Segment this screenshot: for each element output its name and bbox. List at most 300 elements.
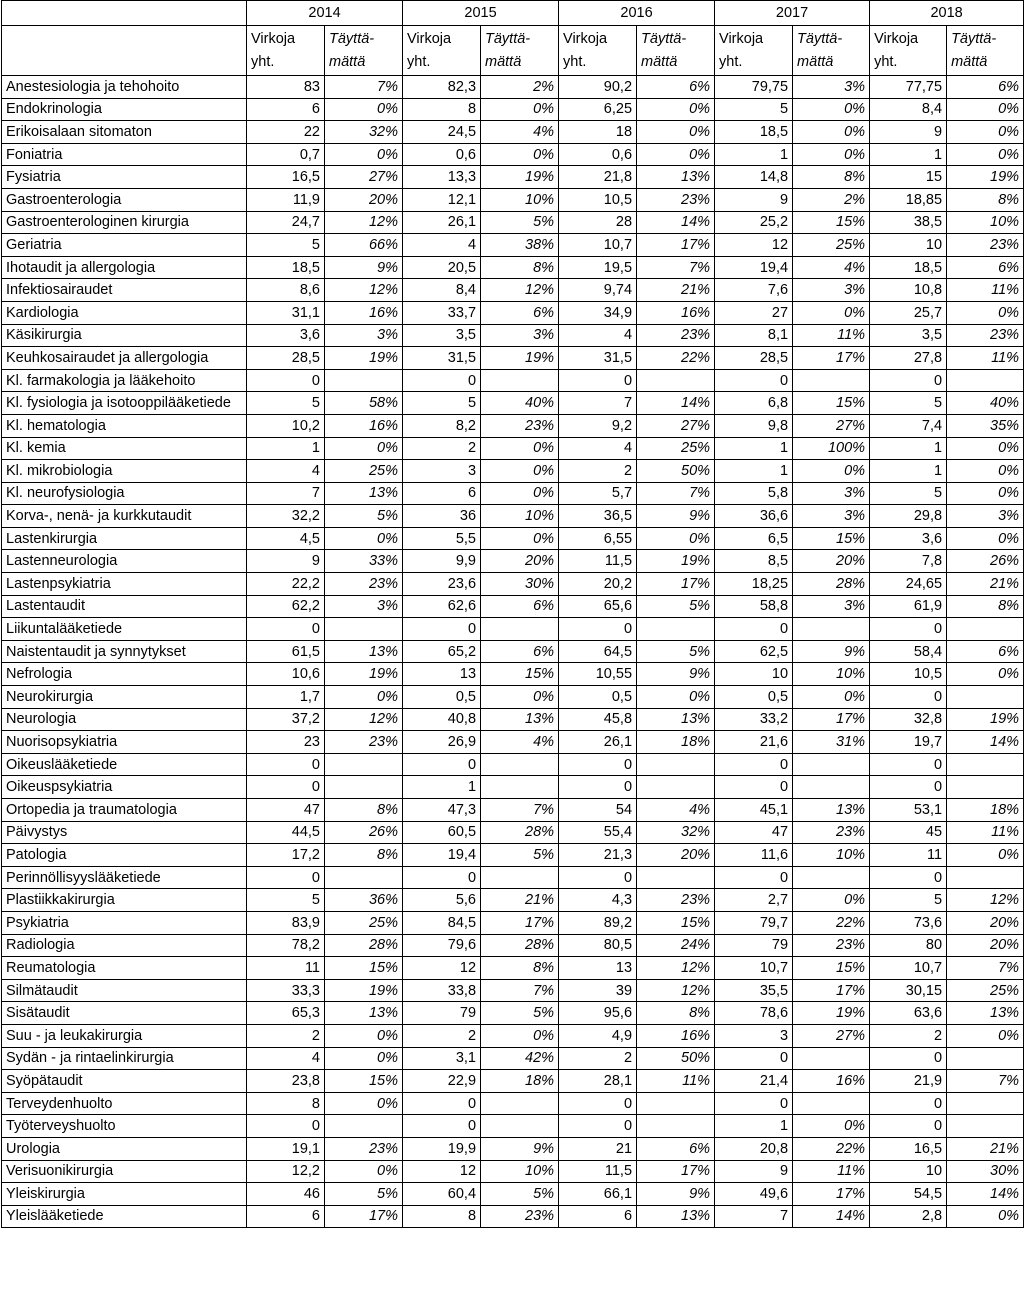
positions-cell: 5,5 [403,527,481,550]
positions-cell: 22,2 [247,573,325,596]
specialty-name: Anestesiologia ja tehohoito [2,76,247,99]
positions-cell: 20,8 [715,1137,793,1160]
positions-cell: 7 [247,482,325,505]
positions-header: Virkoja yht. [715,26,793,76]
table-row [2,1205,1024,1228]
positions-cell: 45,8 [559,708,637,731]
unfilled-cell: 15% [637,911,715,934]
unfilled-cell: 25% [947,979,1024,1002]
specialty-name: Lastenpsykiatria [2,573,247,596]
unfilled-cell: 28% [481,934,559,957]
positions-cell: 0 [870,866,947,889]
unfilled-cell: 9% [793,640,870,663]
table-row [2,143,1024,166]
positions-cell: 10,7 [715,957,793,980]
unfilled-cell [325,866,403,889]
positions-cell: 1 [870,143,947,166]
specialty-name: Liikuntalääketiede [2,618,247,641]
unfilled-cell: 12% [481,279,559,302]
unfilled-cell: 25% [793,234,870,257]
positions-cell: 19,7 [870,731,947,754]
positions-cell: 28,5 [247,347,325,370]
table-row [2,776,1024,799]
specialty-name: Kl. fysiologia ja isotooppilääketiede [2,392,247,415]
unfilled-cell: 11% [793,1160,870,1183]
positions-cell: 3,5 [870,324,947,347]
unfilled-cell: 10% [793,663,870,686]
specialty-name: Plastiikkakirurgia [2,889,247,912]
unfilled-cell: 23% [325,1137,403,1160]
unfilled-cell: 14% [947,1183,1024,1206]
specialty-name: Kl. neurofysiologia [2,482,247,505]
unfilled-cell: 25% [637,437,715,460]
unfilled-cell [947,1115,1024,1138]
year-header: 2014 [247,1,403,26]
unfilled-cell: 0% [947,98,1024,121]
unfilled-cell [947,686,1024,709]
positions-cell: 8,6 [247,279,325,302]
unfilled-cell: 0% [793,301,870,324]
unfilled-cell: 23% [325,731,403,754]
corner-cell [2,26,247,76]
unfilled-cell: 5% [325,1183,403,1206]
positions-cell: 8 [247,1092,325,1115]
unfilled-cell: 5% [481,1002,559,1025]
positions-cell: 53,1 [870,799,947,822]
positions-cell: 5 [870,392,947,415]
unfilled-cell: 12% [325,279,403,302]
unfilled-cell: 6% [481,640,559,663]
unfilled-cell: 50% [637,1047,715,1070]
unfilled-cell: 8% [325,799,403,822]
positions-cell: 34,9 [559,301,637,324]
specialty-name: Syöpätaudit [2,1070,247,1093]
unfilled-cell [637,866,715,889]
specialty-name: Foniatria [2,143,247,166]
positions-cell: 15 [870,166,947,189]
positions-cell: 54,5 [870,1183,947,1206]
positions-cell: 0,6 [403,143,481,166]
unfilled-cell [793,776,870,799]
positions-cell: 5 [247,392,325,415]
positions-cell: 3,1 [403,1047,481,1070]
positions-cell: 6,5 [715,527,793,550]
positions-cell: 0,5 [559,686,637,709]
unfilled-header: Täyttä- mättä [325,26,403,76]
positions-cell: 0 [870,776,947,799]
unfilled-cell [481,753,559,776]
unfilled-cell: 0% [637,121,715,144]
positions-cell: 4 [403,234,481,257]
positions-cell: 4 [559,437,637,460]
unfilled-cell: 0% [481,98,559,121]
unfilled-cell [637,369,715,392]
unfilled-cell: 0% [325,98,403,121]
unfilled-cell: 7% [637,256,715,279]
positions-cell: 2 [559,1047,637,1070]
unfilled-cell: 27% [637,414,715,437]
positions-cell: 33,8 [403,979,481,1002]
specialty-name: Perinnöllisyyslääketiede [2,866,247,889]
unfilled-cell: 10% [947,211,1024,234]
positions-cell: 0 [715,369,793,392]
specialty-name: Sisätaudit [2,1002,247,1025]
positions-cell: 12 [403,1160,481,1183]
table-row [2,98,1024,121]
positions-cell: 9,2 [559,414,637,437]
positions-cell: 95,6 [559,1002,637,1025]
unfilled-cell: 6% [637,1137,715,1160]
unfilled-cell [947,866,1024,889]
unfilled-cell: 15% [793,527,870,550]
table-row [2,934,1024,957]
unfilled-cell: 11% [793,324,870,347]
unfilled-cell: 6% [947,640,1024,663]
specialty-name: Lastenneurologia [2,550,247,573]
positions-cell: 65,6 [559,595,637,618]
table-row [2,1024,1024,1047]
unfilled-cell: 0% [325,437,403,460]
positions-cell: 28,5 [715,347,793,370]
unfilled-cell: 8% [481,256,559,279]
positions-cell: 31,5 [559,347,637,370]
positions-cell: 1 [715,143,793,166]
specialty-name: Nuorisopsykiatria [2,731,247,754]
table-row [2,640,1024,663]
positions-cell: 0 [403,369,481,392]
positions-cell: 44,5 [247,821,325,844]
unfilled-cell: 21% [947,1137,1024,1160]
positions-cell: 10,6 [247,663,325,686]
unfilled-cell: 16% [325,414,403,437]
specialty-name: Gastroenterologia [2,188,247,211]
positions-cell: 30,15 [870,979,947,1002]
positions-cell: 23,6 [403,573,481,596]
table-row [2,979,1024,1002]
unfilled-cell: 9% [637,1183,715,1206]
table-row [2,618,1024,641]
unfilled-cell: 0% [947,460,1024,483]
table-row [2,1183,1024,1206]
unfilled-cell: 35% [947,414,1024,437]
positions-cell: 12,2 [247,1160,325,1183]
positions-cell: 26,1 [559,731,637,754]
positions-cell: 18,5 [247,256,325,279]
positions-cell: 10 [715,663,793,686]
unfilled-cell: 13% [325,482,403,505]
unfilled-cell [793,369,870,392]
positions-cell: 13 [559,957,637,980]
table-row [2,1002,1024,1025]
positions-cell: 80 [870,934,947,957]
unfilled-cell: 20% [325,188,403,211]
positions-cell: 26,9 [403,731,481,754]
specialty-name: Kl. kemia [2,437,247,460]
unfilled-cell: 21% [637,279,715,302]
positions-cell: 1 [870,437,947,460]
positions-cell: 24,5 [403,121,481,144]
specialty-name: Lastenkirurgia [2,527,247,550]
positions-cell: 10,8 [870,279,947,302]
unfilled-cell [793,1092,870,1115]
positions-cell: 19,1 [247,1137,325,1160]
unfilled-cell: 0% [637,686,715,709]
positions-cell: 46 [247,1183,325,1206]
table-row [2,414,1024,437]
positions-cell: 79,75 [715,76,793,99]
positions-cell: 0 [559,753,637,776]
specialty-name: Kardiologia [2,301,247,324]
unfilled-cell: 23% [637,188,715,211]
unfilled-cell: 13% [947,1002,1024,1025]
positions-cell: 6,25 [559,98,637,121]
table-row [2,1115,1024,1138]
specialty-name: Korva-, nenä- ja kurkkutaudit [2,505,247,528]
positions-cell: 10,2 [247,414,325,437]
unfilled-cell: 28% [793,573,870,596]
table-row [2,821,1024,844]
specialty-name: Päivystys [2,821,247,844]
specialty-name: Lastentaudit [2,595,247,618]
unfilled-cell: 19% [481,347,559,370]
table-row [2,889,1024,912]
table-row [2,957,1024,980]
unfilled-cell: 23% [481,1205,559,1228]
positions-cell: 2 [559,460,637,483]
positions-cell: 24,65 [870,573,947,596]
positions-cell: 18,5 [870,256,947,279]
unfilled-cell: 17% [637,234,715,257]
unfilled-cell: 2% [481,76,559,99]
unfilled-cell: 12% [637,979,715,1002]
positions-cell: 0,6 [559,143,637,166]
unfilled-cell: 9% [481,1137,559,1160]
unfilled-cell: 25% [325,460,403,483]
year-header-row [2,1,1024,26]
positions-cell: 4,9 [559,1024,637,1047]
positions-cell: 5,6 [403,889,481,912]
table-row [2,1160,1024,1183]
unfilled-cell [793,753,870,776]
unfilled-cell: 4% [637,799,715,822]
positions-cell: 9,74 [559,279,637,302]
positions-cell: 1 [247,437,325,460]
unfilled-cell [947,618,1024,641]
unfilled-cell: 22% [793,1137,870,1160]
positions-cell: 83 [247,76,325,99]
positions-cell: 0 [247,866,325,889]
positions-cell: 62,5 [715,640,793,663]
unfilled-cell: 13% [325,1002,403,1025]
unfilled-cell: 15% [481,663,559,686]
positions-cell: 36,5 [559,505,637,528]
table-row [2,392,1024,415]
positions-cell: 79 [403,1002,481,1025]
positions-table [1,0,1024,1228]
positions-cell: 0 [559,618,637,641]
unfilled-cell [481,369,559,392]
unfilled-cell: 38% [481,234,559,257]
unfilled-cell: 17% [793,708,870,731]
unfilled-header: Täyttä- mättä [637,26,715,76]
unfilled-cell: 0% [637,98,715,121]
unfilled-cell: 21% [947,573,1024,596]
positions-cell: 47,3 [403,799,481,822]
unfilled-cell: 9% [637,505,715,528]
positions-cell: 61,9 [870,595,947,618]
positions-cell: 79,6 [403,934,481,957]
positions-cell: 0 [247,618,325,641]
table-row [2,866,1024,889]
positions-cell: 11,9 [247,188,325,211]
positions-cell: 9 [870,121,947,144]
corner-cell [2,1,247,26]
positions-header: Virkoja yht. [870,26,947,76]
unfilled-cell: 19% [325,347,403,370]
positions-cell: 32,8 [870,708,947,731]
specialty-name: Sydän - ja rintaelinkirurgia [2,1047,247,1070]
positions-cell: 0 [559,369,637,392]
unfilled-cell: 15% [793,392,870,415]
positions-cell: 9,9 [403,550,481,573]
positions-cell: 3 [403,460,481,483]
unfilled-cell: 0% [947,1205,1024,1228]
positions-cell: 35,5 [715,979,793,1002]
positions-header: Virkoja yht. [559,26,637,76]
positions-cell: 22 [247,121,325,144]
unfilled-cell: 33% [325,550,403,573]
table-row [2,799,1024,822]
table-row [2,460,1024,483]
unfilled-cell: 42% [481,1047,559,1070]
positions-cell: 80,5 [559,934,637,957]
positions-cell: 62,2 [247,595,325,618]
unfilled-cell: 0% [325,1047,403,1070]
unfilled-cell: 18% [947,799,1024,822]
unfilled-cell: 23% [793,821,870,844]
table-body [2,76,1024,1228]
unfilled-cell: 3% [793,279,870,302]
unfilled-cell [793,1047,870,1070]
unfilled-cell: 23% [637,889,715,912]
unfilled-cell: 66% [325,234,403,257]
specialty-name: Kl. hematologia [2,414,247,437]
unfilled-cell: 21% [481,889,559,912]
unfilled-cell: 0% [481,460,559,483]
unfilled-cell [637,753,715,776]
unfilled-cell [325,776,403,799]
specialty-name: Verisuonikirurgia [2,1160,247,1183]
table-row [2,1070,1024,1093]
specialty-name: Urologia [2,1137,247,1160]
unfilled-header: Täyttä- mättä [947,26,1024,76]
unfilled-cell: 16% [637,1024,715,1047]
unfilled-cell: 22% [793,911,870,934]
unfilled-cell: 6% [481,595,559,618]
positions-cell: 19,4 [403,844,481,867]
positions-cell: 12,1 [403,188,481,211]
unfilled-cell: 0% [481,686,559,709]
unfilled-cell: 13% [637,166,715,189]
unfilled-cell: 9% [637,663,715,686]
table-row [2,844,1024,867]
positions-cell: 1 [403,776,481,799]
positions-cell: 38,5 [870,211,947,234]
positions-cell: 0 [870,1047,947,1070]
unfilled-cell [325,1115,403,1138]
unfilled-cell: 27% [793,414,870,437]
positions-cell: 3 [715,1024,793,1047]
positions-cell: 20,2 [559,573,637,596]
unfilled-cell [481,776,559,799]
unfilled-cell: 0% [947,437,1024,460]
positions-cell: 11,5 [559,550,637,573]
positions-cell: 84,5 [403,911,481,934]
positions-cell: 0 [715,866,793,889]
positions-cell: 0,7 [247,143,325,166]
positions-cell: 0 [247,776,325,799]
unfilled-cell: 16% [793,1070,870,1093]
positions-cell: 45 [870,821,947,844]
unfilled-cell: 15% [793,957,870,980]
table-row [2,527,1024,550]
unfilled-cell: 20% [793,550,870,573]
unfilled-cell [793,866,870,889]
positions-cell: 19,4 [715,256,793,279]
unfilled-cell: 18% [481,1070,559,1093]
unfilled-cell: 17% [481,911,559,934]
table-row [2,753,1024,776]
sub-header-row [2,26,1024,76]
unfilled-cell: 5% [481,844,559,867]
unfilled-cell: 40% [481,392,559,415]
positions-cell: 0 [715,753,793,776]
unfilled-cell: 23% [481,414,559,437]
specialty-name: Keuhkosairaudet ja allergologia [2,347,247,370]
specialty-name: Työterveyshuolto [2,1115,247,1138]
positions-cell: 1,7 [247,686,325,709]
positions-cell: 23 [247,731,325,754]
positions-cell: 40,8 [403,708,481,731]
unfilled-cell: 5% [481,211,559,234]
unfilled-cell: 20% [481,550,559,573]
unfilled-cell: 3% [793,482,870,505]
positions-cell: 25,2 [715,211,793,234]
unfilled-cell: 0% [325,686,403,709]
table-row [2,369,1024,392]
positions-cell: 26,1 [403,211,481,234]
positions-cell: 0 [870,618,947,641]
positions-cell: 47 [715,821,793,844]
unfilled-cell: 18% [637,731,715,754]
positions-cell: 3,6 [870,527,947,550]
table-row [2,324,1024,347]
positions-cell: 77,75 [870,76,947,99]
unfilled-cell: 14% [793,1205,870,1228]
unfilled-cell [481,618,559,641]
unfilled-cell: 4% [481,121,559,144]
positions-cell: 36 [403,505,481,528]
positions-cell: 18,5 [715,121,793,144]
unfilled-cell: 19% [637,550,715,573]
positions-cell: 0 [870,1115,947,1138]
specialty-name: Geriatria [2,234,247,257]
positions-cell: 12 [715,234,793,257]
unfilled-cell: 0% [637,527,715,550]
positions-cell: 33,3 [247,979,325,1002]
unfilled-cell: 58% [325,392,403,415]
unfilled-cell: 0% [793,889,870,912]
